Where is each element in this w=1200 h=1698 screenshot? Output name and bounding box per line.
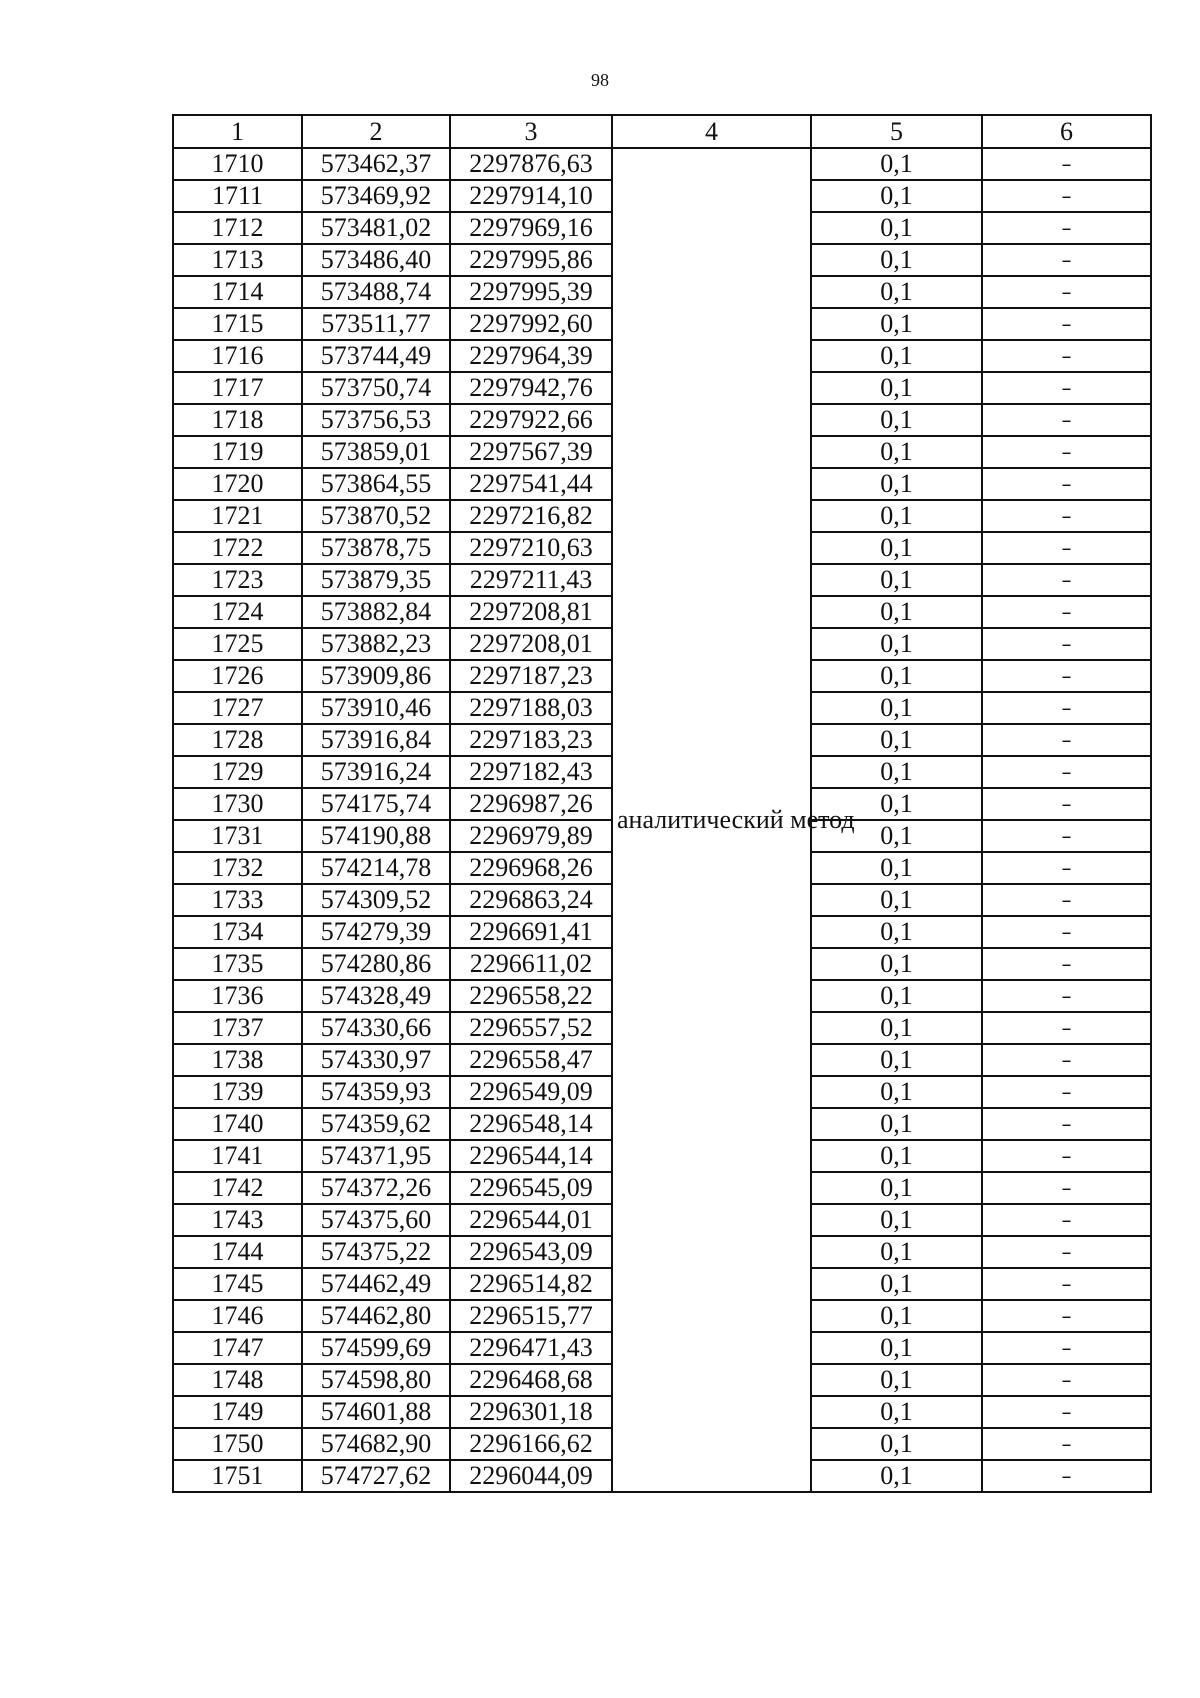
table-cell: – [982, 1460, 1151, 1492]
table-cell: 2296558,22 [450, 980, 612, 1012]
table-cell: 1749 [173, 1396, 302, 1428]
table-cell: – [982, 1204, 1151, 1236]
table-cell: 0,1 [811, 980, 982, 1012]
table-cell: 1713 [173, 244, 302, 276]
table-cell: 2296166,62 [450, 1428, 612, 1460]
table-cell: – [982, 788, 1151, 820]
table-cell: 0,1 [811, 596, 982, 628]
table-cell: – [982, 148, 1151, 180]
table-cell: 2296544,01 [450, 1204, 612, 1236]
table-cell: 2297964,39 [450, 340, 612, 372]
table-cell: 574682,90 [302, 1428, 450, 1460]
table-cell: – [982, 916, 1151, 948]
table-cell: 0,1 [811, 820, 982, 852]
table-cell: – [982, 1300, 1151, 1332]
table-cell: 573486,40 [302, 244, 450, 276]
table-cell: 2297216,82 [450, 500, 612, 532]
table-cell: 1715 [173, 308, 302, 340]
table-cell: 2297188,03 [450, 692, 612, 724]
table-cell: 2296558,47 [450, 1044, 612, 1076]
table-cell: 0,1 [811, 532, 982, 564]
table-cell: 574372,26 [302, 1172, 450, 1204]
table-cell: 1719 [173, 436, 302, 468]
table-cell: 0,1 [811, 1300, 982, 1332]
table-cell: 0,1 [811, 692, 982, 724]
table-cell: – [982, 596, 1151, 628]
table-cell: 2297969,16 [450, 212, 612, 244]
table-cell: – [982, 500, 1151, 532]
table-cell: – [982, 1396, 1151, 1428]
table-cell: 1729 [173, 756, 302, 788]
table-cell: 573909,86 [302, 660, 450, 692]
table-cell: – [982, 340, 1151, 372]
table-cell: 2296557,52 [450, 1012, 612, 1044]
table-cell: 1728 [173, 724, 302, 756]
table-cell: 573916,84 [302, 724, 450, 756]
header-cell: 4 [612, 115, 811, 148]
method-cell: аналитический метод [612, 148, 811, 1492]
table-cell: 1738 [173, 1044, 302, 1076]
table-cell: 0,1 [811, 340, 982, 372]
table-cell: 574309,52 [302, 884, 450, 916]
table-cell: 0,1 [811, 1172, 982, 1204]
table-cell: 574599,69 [302, 1332, 450, 1364]
table-cell: 0,1 [811, 468, 982, 500]
table-cell: 1732 [173, 852, 302, 884]
table-cell: 573882,23 [302, 628, 450, 660]
table-cell: 0,1 [811, 148, 982, 180]
table-cell: 1711 [173, 180, 302, 212]
table-cell: 0,1 [811, 660, 982, 692]
table-cell: 0,1 [811, 916, 982, 948]
table-cell: 0,1 [811, 788, 982, 820]
table-cell: 2296611,02 [450, 948, 612, 980]
table-cell: – [982, 948, 1151, 980]
table-cell: 2297992,60 [450, 308, 612, 340]
table-cell: 573879,35 [302, 564, 450, 596]
table-cell: 2296471,43 [450, 1332, 612, 1364]
table-cell: 0,1 [811, 1396, 982, 1428]
table-cell: 1750 [173, 1428, 302, 1460]
table-cell: 0,1 [811, 852, 982, 884]
table-cell: 1724 [173, 596, 302, 628]
table-cell: 0,1 [811, 244, 982, 276]
table-cell: 2296691,41 [450, 916, 612, 948]
table-cell: – [982, 820, 1151, 852]
table-cell: 0,1 [811, 756, 982, 788]
table-cell: 1714 [173, 276, 302, 308]
table-cell: 2296545,09 [450, 1172, 612, 1204]
table-cell: 1717 [173, 372, 302, 404]
table-cell: 0,1 [811, 1140, 982, 1172]
table-cell: 1741 [173, 1140, 302, 1172]
table-cell: 0,1 [811, 404, 982, 436]
table-cell: 0,1 [811, 724, 982, 756]
table-cell: 574375,60 [302, 1204, 450, 1236]
table-body [173, 148, 1151, 1492]
table-cell: – [982, 308, 1151, 340]
table-cell: 0,1 [811, 884, 982, 916]
table-cell: 573916,24 [302, 756, 450, 788]
table-cell: 2297182,43 [450, 756, 612, 788]
table-cell: 1730 [173, 788, 302, 820]
table-cell: 0,1 [811, 276, 982, 308]
table-row [173, 148, 1151, 180]
table-cell: 574175,74 [302, 788, 450, 820]
table-cell: 574598,80 [302, 1364, 450, 1396]
table-cell: 0,1 [811, 1236, 982, 1268]
table-cell: 2296544,14 [450, 1140, 612, 1172]
header-cell: 1 [173, 115, 302, 148]
table-cell: 0,1 [811, 180, 982, 212]
table-cell: – [982, 1076, 1151, 1108]
table-cell: – [982, 884, 1151, 916]
table-cell: 2297995,39 [450, 276, 612, 308]
table-cell: – [982, 212, 1151, 244]
table-cell: 2297876,63 [450, 148, 612, 180]
table-cell: 1712 [173, 212, 302, 244]
table-cell: 0,1 [811, 1332, 982, 1364]
table-cell: 574330,66 [302, 1012, 450, 1044]
table-cell: – [982, 724, 1151, 756]
table-cell: 2296468,68 [450, 1364, 612, 1396]
table-cell: 1736 [173, 980, 302, 1012]
table-cell: 1718 [173, 404, 302, 436]
table-cell: 2297208,01 [450, 628, 612, 660]
table-cell: 0,1 [811, 564, 982, 596]
header-cell: 2 [302, 115, 450, 148]
page-number: 98 [591, 70, 609, 90]
table-cell: – [982, 1428, 1151, 1460]
table-cell: 2296548,14 [450, 1108, 612, 1140]
table-cell: 2296044,09 [450, 1460, 612, 1492]
table-cell: 573750,74 [302, 372, 450, 404]
table-cell: 574190,88 [302, 820, 450, 852]
table-cell: 2297942,76 [450, 372, 612, 404]
table-cell: 573481,02 [302, 212, 450, 244]
table-cell: – [982, 1172, 1151, 1204]
table-cell: – [982, 180, 1151, 212]
table-cell: – [982, 756, 1151, 788]
table-cell: – [982, 1012, 1151, 1044]
table-cell: 574330,97 [302, 1044, 450, 1076]
table-cell: – [982, 1268, 1151, 1300]
table-cell: – [982, 1108, 1151, 1140]
table-cell: 0,1 [811, 1268, 982, 1300]
table-cell: – [982, 1364, 1151, 1396]
table-cell: 1745 [173, 1268, 302, 1300]
table-cell: 1748 [173, 1364, 302, 1396]
table-cell: 573469,92 [302, 180, 450, 212]
table-cell: 574279,39 [302, 916, 450, 948]
table-cell: 1737 [173, 1012, 302, 1044]
table-cell: 1720 [173, 468, 302, 500]
table-cell: 574359,62 [302, 1108, 450, 1140]
header-cell: 6 [982, 115, 1151, 148]
table-cell: 574371,95 [302, 1140, 450, 1172]
table-cell: – [982, 532, 1151, 564]
table-cell: 574375,22 [302, 1236, 450, 1268]
table-cell: 2296863,24 [450, 884, 612, 916]
table-cell: 2296549,09 [450, 1076, 612, 1108]
table-cell: 2297914,10 [450, 180, 612, 212]
table-cell: 2297995,86 [450, 244, 612, 276]
table-cell: 1731 [173, 820, 302, 852]
table-cell: 573488,74 [302, 276, 450, 308]
table-cell: 573882,84 [302, 596, 450, 628]
table-cell: 0,1 [811, 308, 982, 340]
table-cell: – [982, 692, 1151, 724]
table-cell: 0,1 [811, 628, 982, 660]
table-cell: 0,1 [811, 1012, 982, 1044]
table-cell: 1722 [173, 532, 302, 564]
table-cell: – [982, 244, 1151, 276]
table-cell: 2297208,81 [450, 596, 612, 628]
table-cell: 1743 [173, 1204, 302, 1236]
table-cell: – [982, 1044, 1151, 1076]
table-cell: 573870,52 [302, 500, 450, 532]
table-cell: 574214,78 [302, 852, 450, 884]
header-cell: 3 [450, 115, 612, 148]
table-cell: 2297541,44 [450, 468, 612, 500]
table-cell: 574280,86 [302, 948, 450, 980]
table-cell: 0,1 [811, 1460, 982, 1492]
table-cell: – [982, 1236, 1151, 1268]
table-cell: 1725 [173, 628, 302, 660]
table-cell: – [982, 436, 1151, 468]
table-cell: 2296514,82 [450, 1268, 612, 1300]
table-cell: 1739 [173, 1076, 302, 1108]
table-cell: 573756,53 [302, 404, 450, 436]
table-cell: 1746 [173, 1300, 302, 1332]
table-cell: 1735 [173, 948, 302, 980]
table-cell: 1740 [173, 1108, 302, 1140]
table-cell: 2296515,77 [450, 1300, 612, 1332]
table-cell: 1710 [173, 148, 302, 180]
table-cell: 2297211,43 [450, 564, 612, 596]
table-cell: 574727,62 [302, 1460, 450, 1492]
table-cell: 573511,77 [302, 308, 450, 340]
table-cell: 1721 [173, 500, 302, 532]
table-cell: – [982, 372, 1151, 404]
table-cell: 2296968,26 [450, 852, 612, 884]
table-cell: 2297187,23 [450, 660, 612, 692]
table-cell: 573864,55 [302, 468, 450, 500]
table-cell: 1723 [173, 564, 302, 596]
table-cell: 0,1 [811, 436, 982, 468]
table-cell: 574328,49 [302, 980, 450, 1012]
table-cell: 0,1 [811, 1428, 982, 1460]
table-cell: 2296543,09 [450, 1236, 612, 1268]
table-cell: 0,1 [811, 372, 982, 404]
table-cell: 573878,75 [302, 532, 450, 564]
table-cell: 2297210,63 [450, 532, 612, 564]
table-cell: 2296979,89 [450, 820, 612, 852]
table-cell: 574359,93 [302, 1076, 450, 1108]
table-cell: – [982, 980, 1151, 1012]
header-cell: 5 [811, 115, 982, 148]
table-cell: 2297567,39 [450, 436, 612, 468]
table-cell: – [982, 660, 1151, 692]
coordinates-table [172, 114, 1152, 1493]
table-cell: 1734 [173, 916, 302, 948]
table-cell: 2296987,26 [450, 788, 612, 820]
table-cell: 1716 [173, 340, 302, 372]
table-cell: 2296301,18 [450, 1396, 612, 1428]
table-cell: 0,1 [811, 1044, 982, 1076]
table-cell: 0,1 [811, 948, 982, 980]
table-cell: 0,1 [811, 1364, 982, 1396]
table-cell: 1747 [173, 1332, 302, 1364]
table-cell: – [982, 1332, 1151, 1364]
table-cell: – [982, 468, 1151, 500]
table-cell: – [982, 1140, 1151, 1172]
table-cell: – [982, 276, 1151, 308]
table-cell: – [982, 564, 1151, 596]
header-row [173, 115, 1151, 148]
table-cell: 1742 [173, 1172, 302, 1204]
table-cell: 573859,01 [302, 436, 450, 468]
table-cell: 0,1 [811, 1204, 982, 1236]
table-cell: – [982, 404, 1151, 436]
table-cell: 0,1 [811, 1076, 982, 1108]
table-cell: 0,1 [811, 1108, 982, 1140]
table-cell: 574601,88 [302, 1396, 450, 1428]
table-cell: 1751 [173, 1460, 302, 1492]
table-cell: 573462,37 [302, 148, 450, 180]
table-cell: – [982, 852, 1151, 884]
table-cell: – [982, 628, 1151, 660]
table-cell: 2297922,66 [450, 404, 612, 436]
table-cell: 1733 [173, 884, 302, 916]
table-cell: 573910,46 [302, 692, 450, 724]
table-cell: 1744 [173, 1236, 302, 1268]
table-cell: 573744,49 [302, 340, 450, 372]
table-cell: 0,1 [811, 212, 982, 244]
table-cell: 0,1 [811, 500, 982, 532]
table-cell: 574462,49 [302, 1268, 450, 1300]
table-cell: 574462,80 [302, 1300, 450, 1332]
table-cell: 1726 [173, 660, 302, 692]
table-cell: 1727 [173, 692, 302, 724]
table-cell: 2297183,23 [450, 724, 612, 756]
